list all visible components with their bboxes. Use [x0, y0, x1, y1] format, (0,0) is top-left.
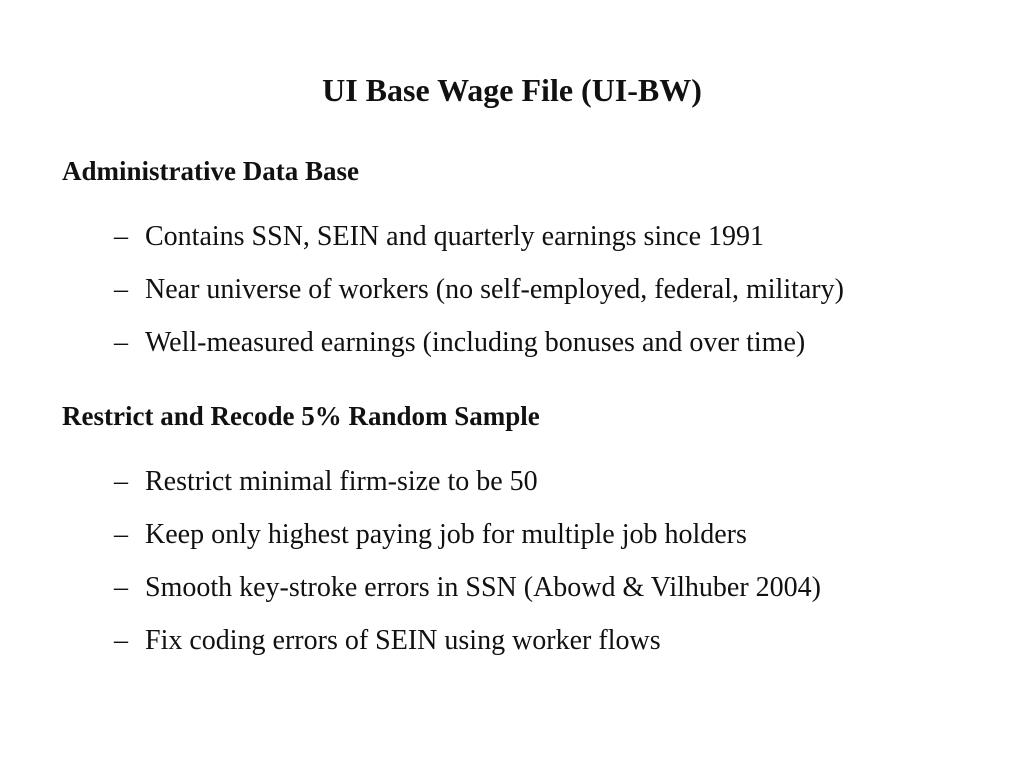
bullet-text: Well-measured earnings (including bonuses and over time)	[145, 327, 806, 358]
bullet-item	[62, 326, 1002, 360]
bullet-list	[62, 220, 1002, 360]
bullet-text: Keep only highest paying job for multiple job holders	[145, 519, 747, 550]
bullet-item	[62, 518, 1002, 552]
section-administrative-data-base	[62, 153, 1002, 379]
bullet-dash: –	[114, 274, 128, 305]
bullet-text: Smooth key-stroke errors in SSN (Abowd & Vilhuber 2004)	[145, 572, 821, 603]
bullet-item	[62, 273, 1002, 307]
bullet-dash: –	[114, 519, 128, 550]
bullet-text: Contains SSN, SEIN and quarterly earnings since 1991	[145, 221, 765, 252]
bullet-list	[62, 465, 1002, 658]
bullet-dash: –	[114, 221, 128, 252]
section-heading: Restrict and Recode 5% Random Sample	[62, 401, 540, 431]
bullet-text: Restrict minimal firm-size to be 50	[145, 466, 538, 497]
bullet-dash: –	[114, 625, 128, 656]
bullet-item	[62, 220, 1002, 254]
bullet-dash: –	[114, 327, 128, 358]
section-heading: Administrative Data Base	[62, 156, 359, 186]
bullet-item	[62, 465, 1002, 499]
bullet-text: Fix coding errors of SEIN using worker flows	[145, 625, 661, 656]
bullet-text: Near universe of workers (no self-employed, federal, military)	[145, 274, 844, 305]
section-restrict-and-recode	[62, 398, 1002, 677]
bullet-item	[62, 624, 1002, 658]
slide-title: UI Base Wage File (UI-BW)	[322, 72, 702, 108]
bullet-item	[62, 571, 1002, 605]
bullet-dash: –	[114, 572, 128, 603]
bullet-dash: –	[114, 466, 128, 497]
